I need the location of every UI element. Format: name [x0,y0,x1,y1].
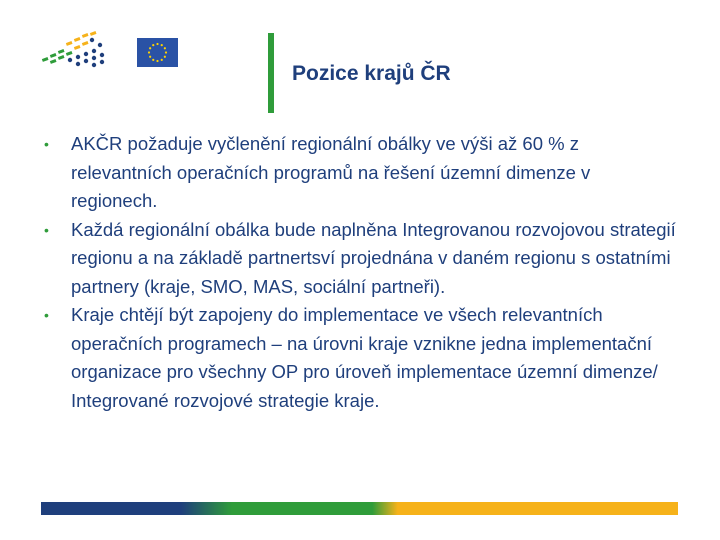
bullet-text: Každá regionální obálka bude naplněna Integrovanou rozvojovou strategií regionu a na základě partnertsví projednána v daném regionu s ostatními partnery (kraje, SMO, MAS, sociální partneři). [71,218,676,297]
bullet-icon: • [44,307,49,323]
eu-star [156,60,158,62]
eu-star [164,56,166,58]
eu-star [148,51,150,53]
bullet-text: Kraje chtějí být zapojeny do implementace ve všech relevantních operačních programech – na úrovni kraje vznikne jedna implementační organizace pro všechny OP pro úroveň implementace územní dimenze/ Integrované rozvojové strategie kraje. [71,304,658,411]
bullet-list [40,130,680,415]
regional-logo-icon [40,30,110,70]
slide-title: Pozice krajů ČR [292,62,451,85]
bullet-item [40,301,680,415]
bullet-item [40,216,680,302]
eu-star [164,47,166,49]
eu-star [152,59,154,61]
bullet-text: AKČR požaduje vyčlenění regionální obálky ve výši až 60 % z relevantních operačních programů na řešení územní dimenze v regionech. [71,133,591,211]
eu-flag-icon [137,38,178,67]
title-divider [268,33,274,113]
eu-star [149,56,151,58]
eu-star [165,51,167,53]
eu-star [152,44,154,46]
eu-star [149,47,151,49]
eu-star [161,59,163,61]
bullet-icon: • [44,221,49,238]
eu-star [161,44,163,46]
eu-star [156,43,158,45]
bullet-icon: • [44,136,49,152]
bullet-item [40,130,680,216]
footer-color-band [41,502,678,515]
